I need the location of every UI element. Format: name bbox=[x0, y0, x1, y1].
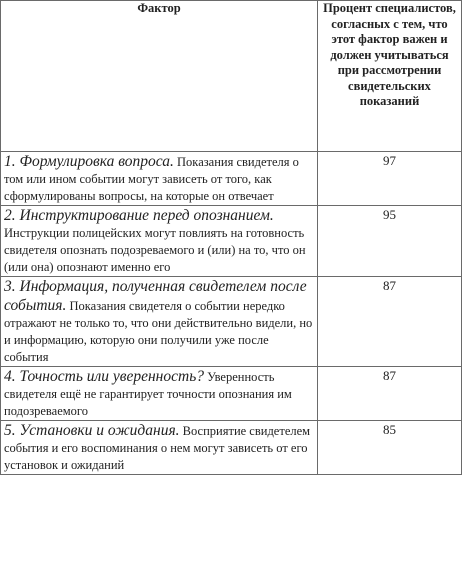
table-header-row bbox=[1, 1, 462, 152]
table-row bbox=[1, 152, 462, 206]
factor-cell bbox=[1, 367, 318, 421]
table-row bbox=[1, 421, 462, 475]
factor-cell bbox=[1, 206, 318, 277]
factor-description: Восприятие свидетелем события и его воспоминания о нем могут зависеть от его установок и ожиданий bbox=[4, 424, 311, 472]
factor-cell bbox=[1, 277, 318, 367]
table-row bbox=[1, 277, 462, 367]
header-percent: Процент специалистов, согласных с тем, что этот фактор важен и должен учитываться при рассмотрении свидетельских показаний bbox=[318, 1, 462, 152]
factor-title: 2. Инструктирование перед опознанием. bbox=[4, 207, 274, 224]
percent-cell: 85 bbox=[318, 421, 462, 475]
percent-cell: 87 bbox=[318, 367, 462, 421]
factor-description: Показания свидетеля о том или ином событии могут зависеть от того, как сформулированы вопросы, на которые он отвечает bbox=[4, 155, 299, 203]
header-factor: Фактор bbox=[1, 1, 318, 152]
percent-cell: 87 bbox=[318, 277, 462, 367]
percent-cell: 95 bbox=[318, 206, 462, 277]
factor-description: Показания свидетеля о событии нередко отражают не только то, что они действительно видели, но и информацию, которую они получили уже после события bbox=[4, 299, 313, 364]
percent-cell: 97 bbox=[318, 152, 462, 206]
factor-description: Инструкции полицейских могут повлиять на готовность свидетеля опознать подозреваемого и (или) на то, что он (или она) опознают именно его bbox=[4, 226, 306, 274]
factor-title: 3. Информация, полученная свидетелем после события. bbox=[4, 278, 307, 314]
factor-cell bbox=[1, 421, 318, 475]
factor-cell bbox=[1, 152, 318, 206]
factor-title: 4. Точность или уверенность? bbox=[4, 368, 205, 385]
factor-description: Уверенность свидетеля ещё не гарантирует точности опознания им подозреваемого bbox=[4, 370, 292, 418]
factor-title: 1. Формулировка вопроса. bbox=[4, 153, 174, 170]
table-row bbox=[1, 206, 462, 277]
table-row bbox=[1, 367, 462, 421]
factor-title: 5. Установки и ожидания. bbox=[4, 422, 180, 439]
